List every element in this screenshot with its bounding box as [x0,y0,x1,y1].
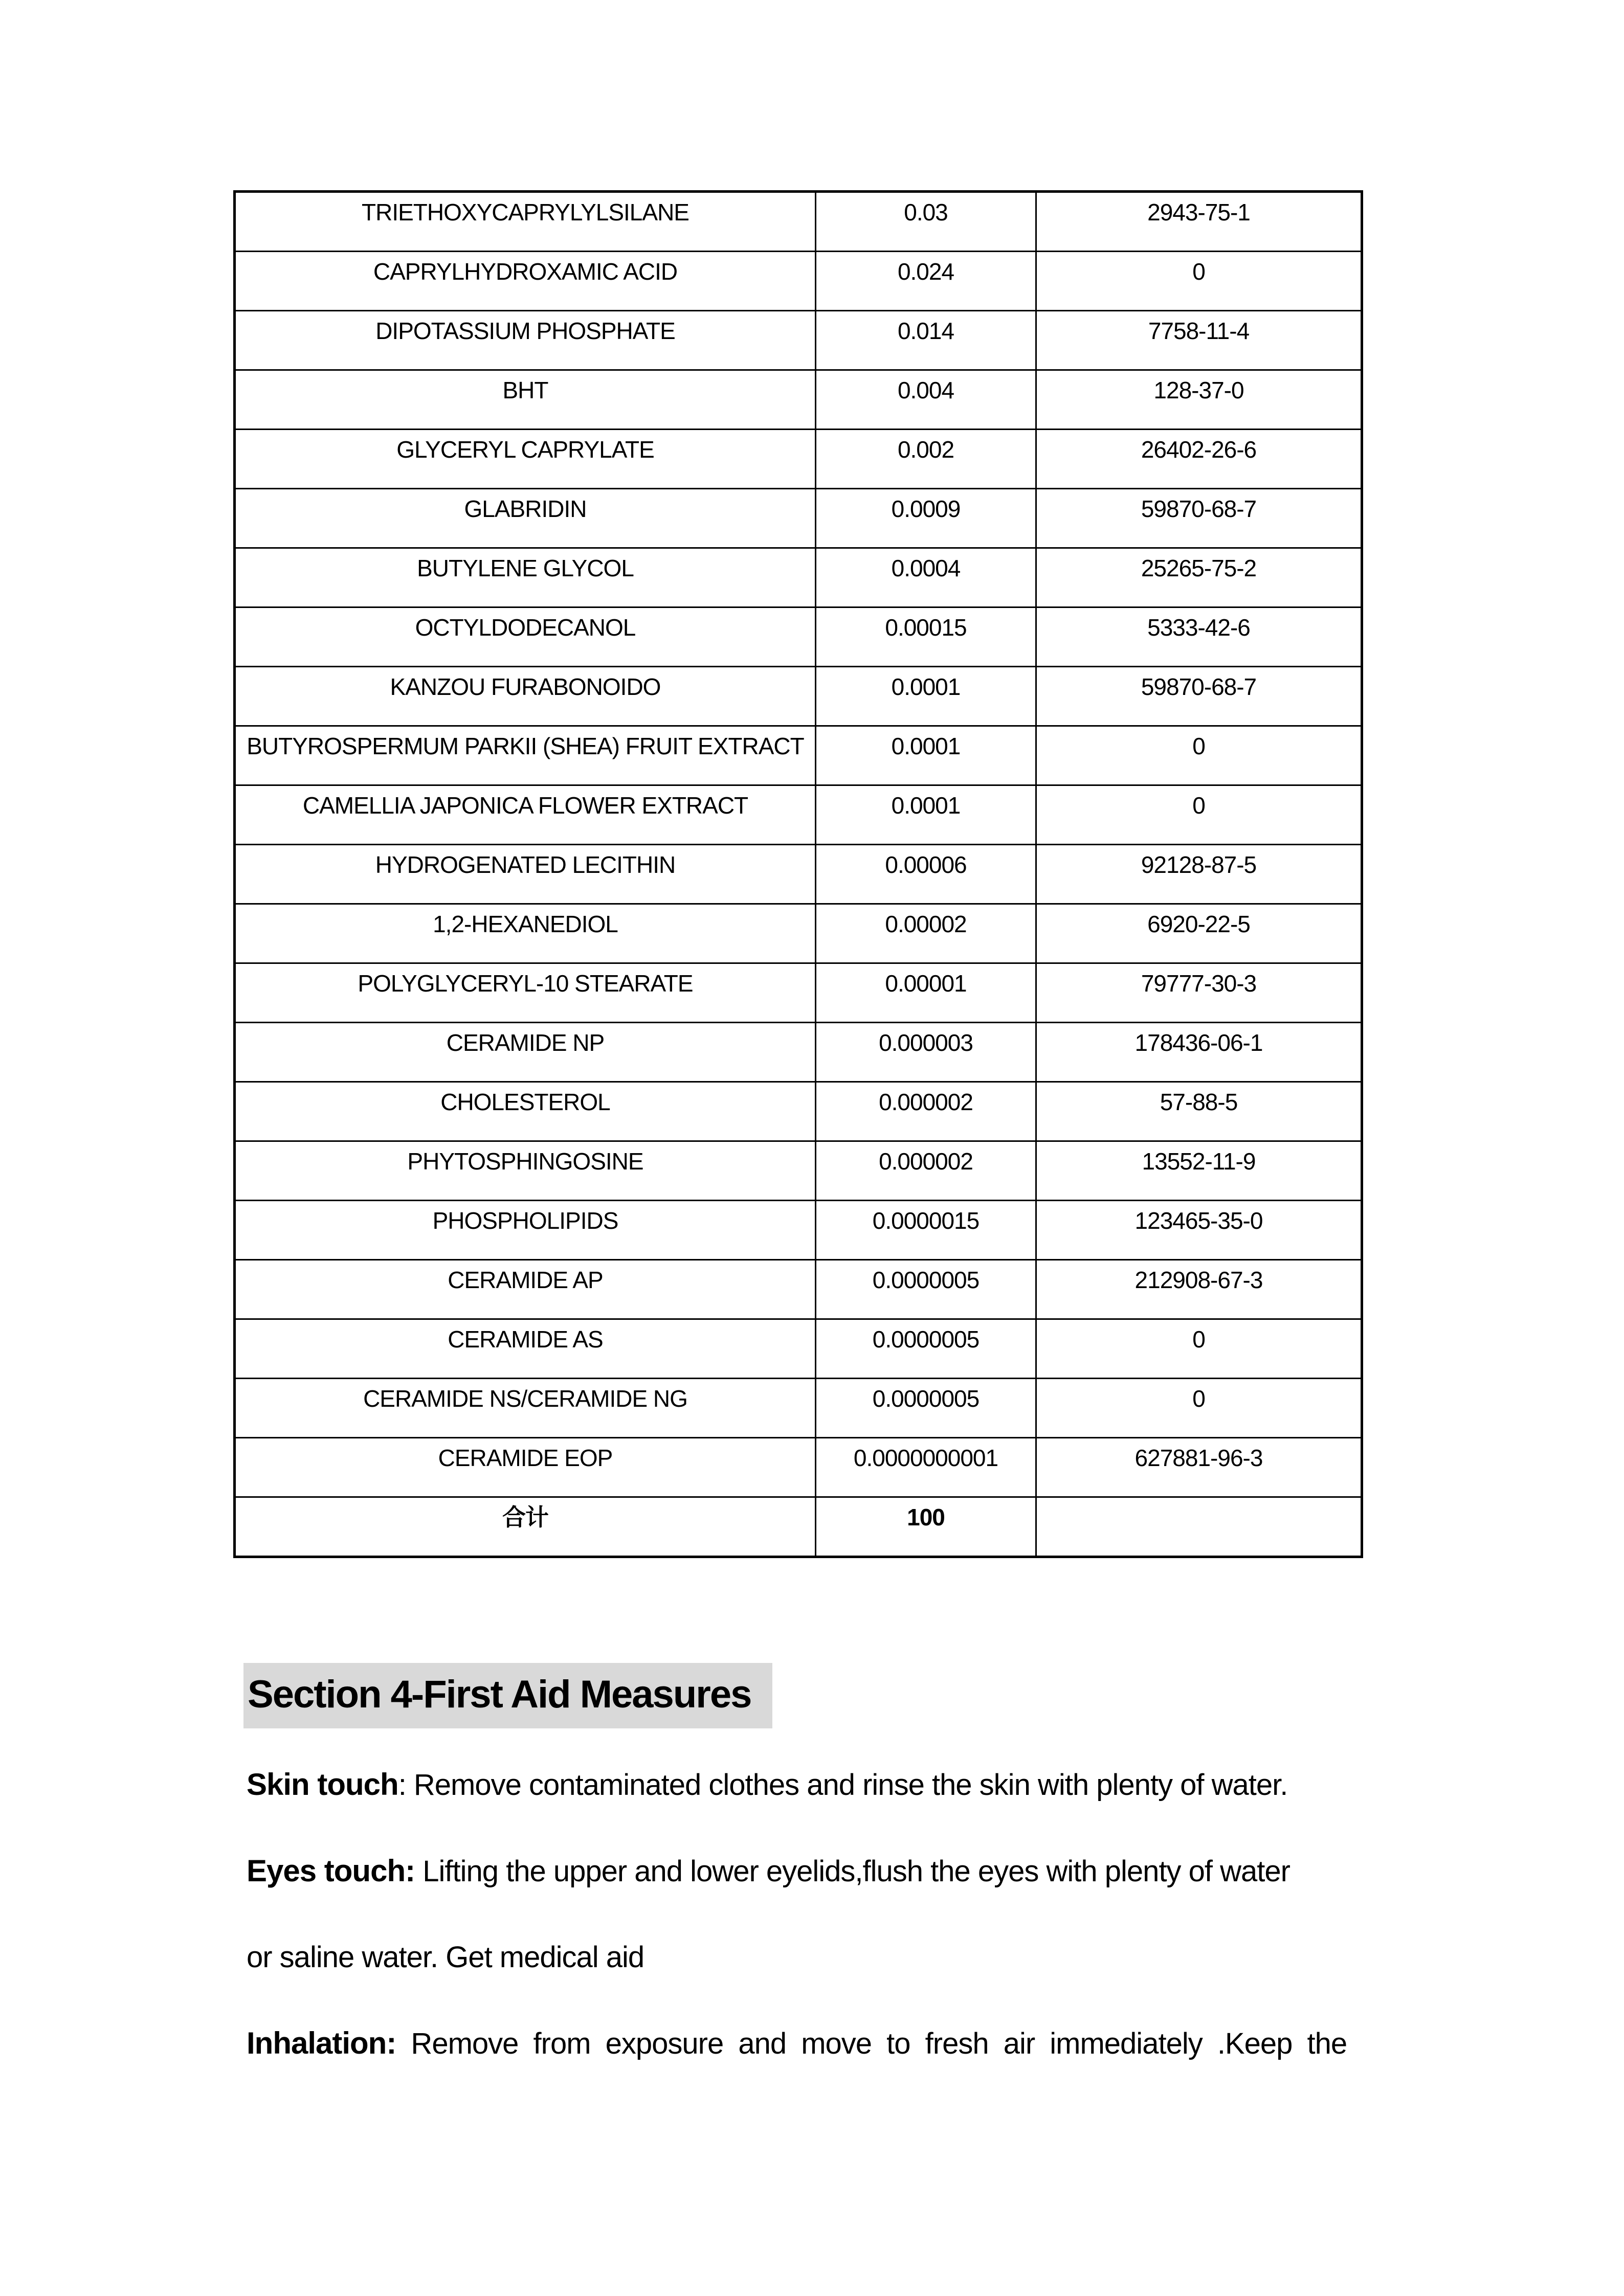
percent-cell: 0.0000000001 [816,1438,1036,1497]
percent-cell: 0.0001 [816,726,1036,785]
ingredient-cell: BUTYLENE GLYCOL [235,548,816,607]
table-row [235,370,1362,430]
ingredients-table [233,190,1363,1558]
first-aid-line [247,1742,1394,1828]
ingredient-cell: CERAMIDE AP [235,1260,816,1319]
table-row [235,1023,1362,1082]
table-row [235,311,1362,370]
first-aid-text: Lifting the upper and lower eyelids,flush the eyes with plenty of water [415,1855,1290,1888]
percent-cell: 0.0009 [816,489,1036,548]
table-row [235,963,1362,1023]
first-aid-line-continuation: or saline water. Get medical aid [247,1941,644,1974]
table-row [235,667,1362,726]
ingredient-cell: CERAMIDE NS/CERAMIDE NG [235,1379,816,1438]
table-row [235,726,1362,785]
cas-cell: 59870-68-7 [1036,667,1362,726]
cas-cell: 212908-67-3 [1036,1260,1362,1319]
ingredient-cell: CHOLESTEROL [235,1082,816,1141]
first-aid-line [247,1828,1394,1915]
ingredient-cell: GLABRIDIN [235,489,816,548]
percent-cell: 0.00002 [816,904,1036,963]
cas-cell: 0 [1036,252,1362,311]
ingredient-cell: CERAMIDE EOP [235,1438,816,1497]
ingredient-cell: BHT [235,370,816,430]
ingredient-cell: KANZOU FURABONOIDO [235,667,816,726]
table-row [235,1438,1362,1497]
ingredients-table-body [235,192,1362,1557]
first-aid-label: Inhalation: [247,2026,396,2060]
ingredient-cell: PHOSPHOLIPIDS [235,1201,816,1260]
cas-cell: 2943-75-1 [1036,192,1362,252]
table-row [235,1319,1362,1379]
cas-cell: 13552-11-9 [1036,1141,1362,1201]
percent-cell: 0.024 [816,252,1036,311]
first-aid-text: Remove from exposure and move to fresh air immediately .Keep the [396,2027,1347,2060]
cas-cell: 0 [1036,726,1362,785]
cas-cell: 123465-35-0 [1036,1201,1362,1260]
cas-cell: 57-88-5 [1036,1082,1362,1141]
cas-cell: 5333-42-6 [1036,607,1362,667]
table-row [235,1082,1362,1141]
table-row [235,430,1362,489]
first-aid-label: Eyes touch: [247,1854,415,1888]
percent-cell: 0.002 [816,430,1036,489]
cas-cell: 7758-11-4 [1036,311,1362,370]
ingredient-cell: CERAMIDE AS [235,1319,816,1379]
percent-cell: 0.0000005 [816,1379,1036,1438]
percent-cell: 0.000002 [816,1141,1036,1201]
table-row [235,1201,1362,1260]
cas-cell: 92128-87-5 [1036,845,1362,904]
cas-cell: 0 [1036,785,1362,845]
table-row [235,904,1362,963]
percent-cell: 0.00001 [816,963,1036,1023]
first-aid-item [247,1828,1394,2000]
cas-cell: 0 [1036,1319,1362,1379]
percent-cell: 0.0000015 [816,1201,1036,1260]
table-row [235,1141,1362,1201]
cas-cell: 128-37-0 [1036,370,1362,430]
table-row [235,1379,1362,1438]
ingredient-cell: CAPRYLHYDROXAMIC ACID [235,252,816,311]
cas-cell: 6920-22-5 [1036,904,1362,963]
section-heading [243,1663,1394,1728]
cas-cell: 0 [1036,1379,1362,1438]
percent-cell: 0.0004 [816,548,1036,607]
cas-cell: 25265-75-2 [1036,548,1362,607]
table-row [235,489,1362,548]
ingredient-cell: TRIETHOXYCAPRYLYLSILANE [235,192,816,252]
percent-cell: 0.00015 [816,607,1036,667]
ingredient-cell: DIPOTASSIUM PHOSPHATE [235,311,816,370]
table-row [235,548,1362,607]
ingredient-cell: PHYTOSPHINGOSINE [235,1141,816,1201]
first-aid-item [247,1742,1394,1828]
percent-cell: 0.0001 [816,667,1036,726]
first-aid-measures [247,1742,1394,2087]
total-cas-cell [1036,1497,1362,1557]
percent-cell: 0.00006 [816,845,1036,904]
total-label-cell: 合计 [235,1497,816,1557]
percent-cell: 0.0001 [816,785,1036,845]
percent-cell: 0.03 [816,192,1036,252]
ingredient-cell: BUTYROSPERMUM PARKII (SHEA) FRUIT EXTRACT [235,726,816,785]
ingredient-cell: CAMELLIA JAPONICA FLOWER EXTRACT [235,785,816,845]
ingredient-cell: 1,2-HEXANEDIOL [235,904,816,963]
cas-cell: 79777-30-3 [1036,963,1362,1023]
section-heading-highlight: Section 4-First Aid Measures [243,1663,772,1728]
table-total-row [235,1497,1362,1557]
cas-cell: 178436-06-1 [1036,1023,1362,1082]
table-row [235,1260,1362,1319]
table-row [235,192,1362,252]
percent-cell: 0.004 [816,370,1036,430]
percent-cell: 0.000002 [816,1082,1036,1141]
first-aid-text: : Remove contaminated clothes and rinse the skin with plenty of water. [398,1768,1288,1802]
first-aid-item [247,2000,1394,2087]
total-percent-cell: 100 [816,1497,1036,1557]
cas-cell: 627881-96-3 [1036,1438,1362,1497]
percent-cell: 0.0000005 [816,1260,1036,1319]
percent-cell: 0.014 [816,311,1036,370]
table-row [235,252,1362,311]
document-content [247,0,1394,2087]
first-aid-line [247,2000,1394,2087]
ingredient-cell: HYDROGENATED LECITHIN [235,845,816,904]
ingredient-cell: GLYCERYL CAPRYLATE [235,430,816,489]
table-row [235,845,1362,904]
percent-cell: 0.0000005 [816,1319,1036,1379]
cas-cell: 59870-68-7 [1036,489,1362,548]
table-row [235,607,1362,667]
ingredient-cell: POLYGLYCERYL-10 STEARATE [235,963,816,1023]
first-aid-label: Skin touch [247,1767,398,1802]
ingredient-cell: OCTYLDODECANOL [235,607,816,667]
ingredient-cell: CERAMIDE NP [235,1023,816,1082]
percent-cell: 0.000003 [816,1023,1036,1082]
table-row [235,785,1362,845]
cas-cell: 26402-26-6 [1036,430,1362,489]
